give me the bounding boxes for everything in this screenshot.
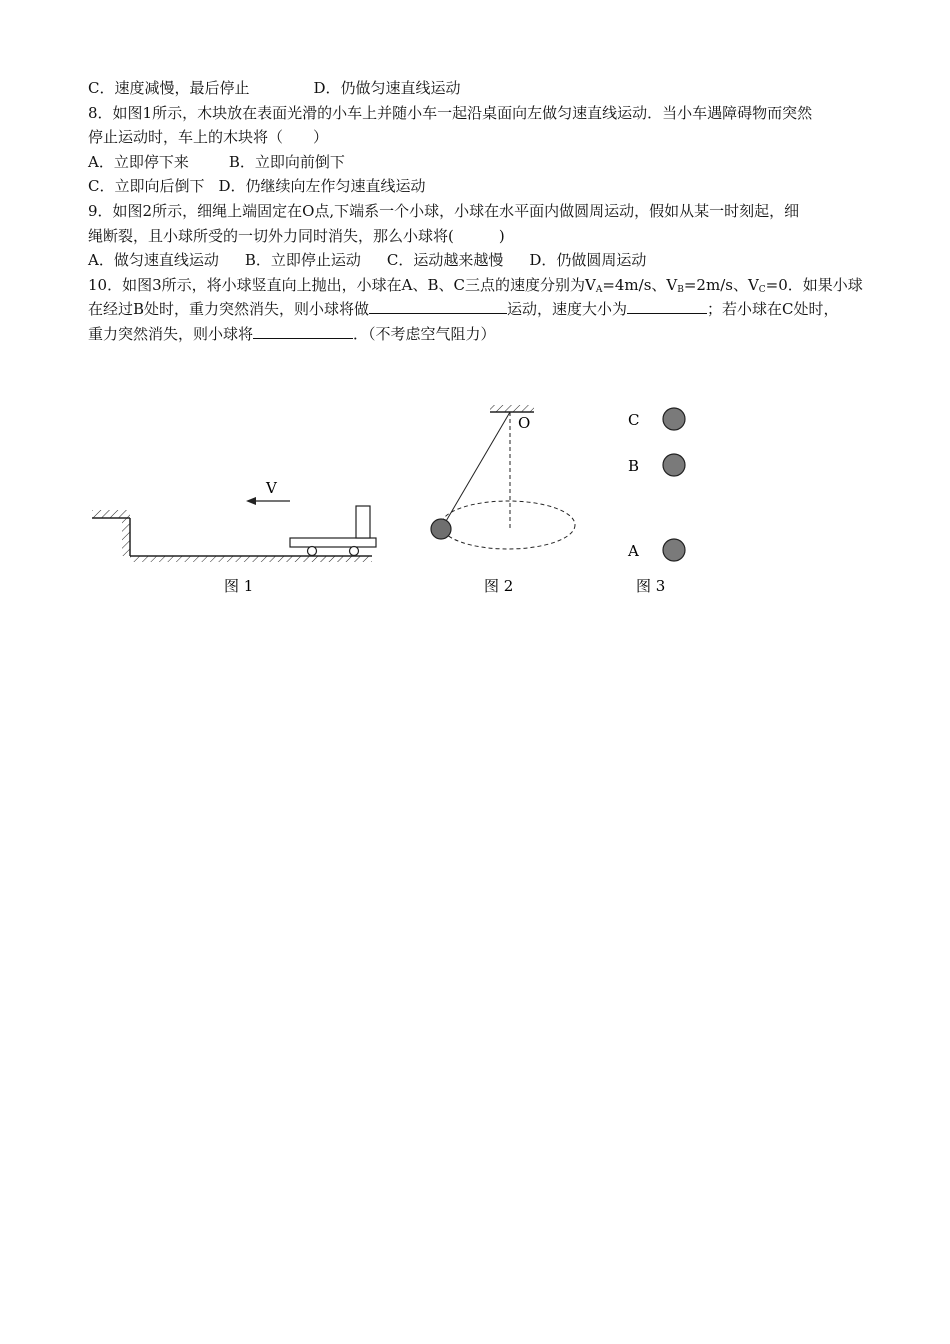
q7-options-cd (88, 76, 918, 101)
pivot-label: O (518, 414, 531, 432)
option-c: C．运动越来越慢 (386, 251, 504, 270)
option-d: D．仍继续向左作匀速直线运动 (218, 177, 426, 196)
cart-wheel-right (350, 547, 359, 556)
q9-stem-line1: 9．如图2所示，细绳上端固定在O点,下端系一个小球，小球在水平面内做圆周运动，假如从某一时刻起，细 (88, 201, 800, 220)
q8-stem-line2: 停止运动时，车上的木块将（ ） (88, 128, 329, 147)
ball-b (663, 454, 685, 476)
option-a: A．立即停下来 (88, 152, 189, 171)
q9-stem-line2: 绳断裂，且小球所受的一切外力同时消失，那么小球将( ) (88, 226, 505, 245)
answer-blank-c-point[interactable] (253, 322, 353, 339)
figure-1-caption: 图 1 (224, 577, 254, 595)
q8-options-cd (88, 174, 918, 199)
q10-stem-line2: 在经过B处时，重力突然消失，则小球将做 运动，速度大小为 ；若小球在C处时， (88, 297, 918, 322)
q10-stem-line1: 10．如图3所示，将小球竖直向上抛出，小球在A、B、C三点的速度分别为$V_A=4m/s$、$V_B=2m/s$、$V_C=0$．如果小球 (88, 275, 863, 295)
question-text (88, 76, 918, 347)
pendulum-ball (431, 519, 451, 539)
option-c: C．速度减慢，最后停止 (88, 79, 250, 97)
option-b: B．立即向前倒下 (228, 152, 345, 171)
table-hatch (130, 556, 372, 562)
figures-svg (0, 390, 950, 610)
option-b: B．立即停止运动 (244, 251, 361, 270)
point-label-b: B (628, 457, 640, 475)
answer-blank-motion[interactable] (369, 297, 507, 314)
cart-wheel-left (308, 547, 317, 556)
q9-options (88, 248, 918, 273)
ceiling-hatch (490, 405, 534, 412)
figure-2 (431, 405, 575, 595)
point-label-c: C (628, 411, 640, 429)
figure-1 (92, 479, 376, 595)
ball-c (663, 408, 685, 430)
option-c: C．立即向后倒下 (88, 177, 205, 196)
wood-block (356, 506, 370, 538)
wall-hatch (122, 518, 130, 556)
figure-3-caption: 图 3 (636, 577, 666, 595)
option-a: A．做匀速直线运动 (88, 251, 219, 270)
option-d: D．仍做圆周运动 (529, 251, 647, 270)
string-line (442, 412, 510, 528)
figure-2-caption: 图 2 (484, 577, 514, 595)
figure-3 (627, 408, 685, 595)
circular-path (441, 501, 575, 549)
cart-body (290, 538, 376, 547)
answer-blank-speed[interactable] (627, 297, 707, 314)
figures-row (0, 390, 950, 610)
option-d: D．仍做匀速直线运动 (313, 79, 461, 97)
q10-stem-line3: 重力突然消失，则小球将 ．（不考虑空气阻力） (88, 322, 918, 347)
velocity-label: V (266, 479, 277, 497)
q8-stem-line1: 8．如图1所示，木块放在表面光滑的小车上并随小车一起沿桌面向左做匀速直线运动．当小车遇障碍物而突然 (88, 103, 813, 122)
ledge-hatch (92, 510, 130, 518)
velocity-arrow-head (246, 497, 256, 505)
point-label-a: A (628, 542, 639, 560)
ball-a (663, 539, 685, 561)
q8-options-ab (88, 150, 918, 175)
